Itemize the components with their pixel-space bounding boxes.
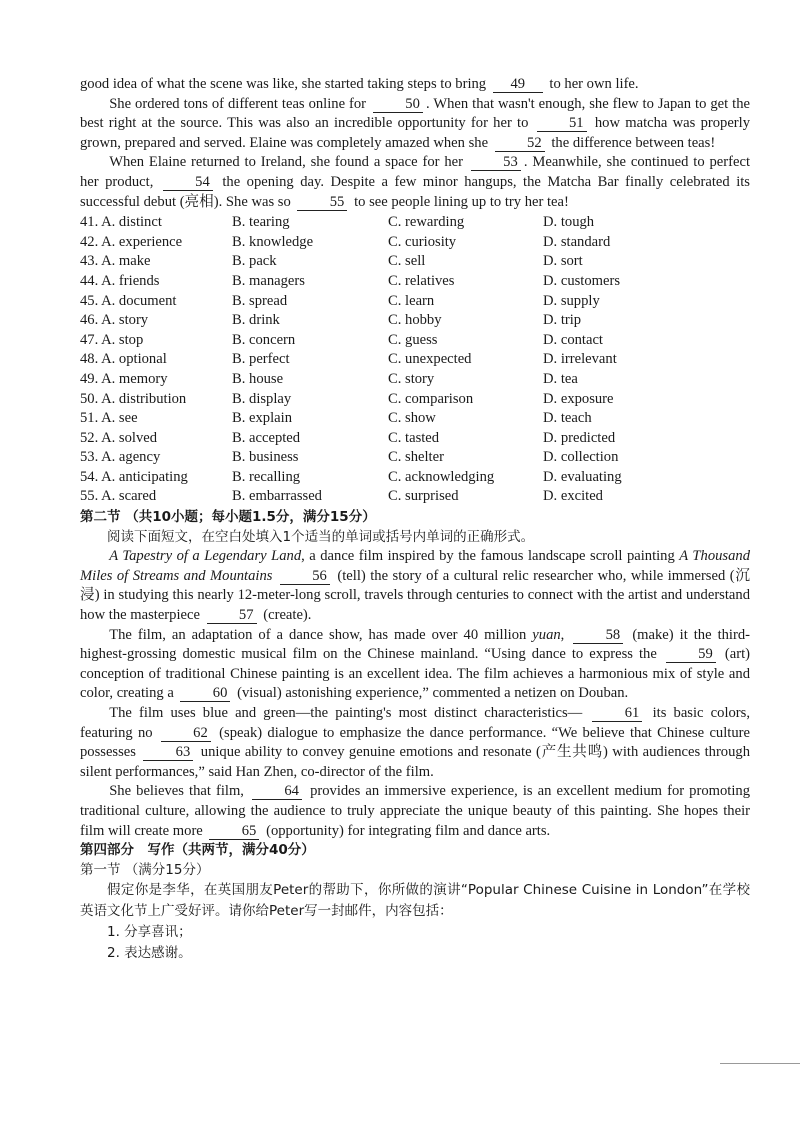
text-run: . When that wasn't enough, she flew to Japan to get the best right at the source. This was also an incredible opportunity for her to <box>80 95 750 132</box>
option-d: D. irrelevant <box>543 351 617 368</box>
option-b: B. recalling <box>232 468 301 485</box>
text-run: The film uses blue and green—the painting's most distinct characteristics— <box>109 705 590 721</box>
option-c: C. surprised <box>388 488 459 505</box>
option-c: C. shelter <box>388 449 444 466</box>
option-c: C. learn <box>388 292 435 309</box>
text-run: (speak) dialogue to emphasize the dance performance. “We believe that Chinese culture possesses <box>80 724 750 761</box>
italic-title: A Tapestry of a Legendary Land <box>109 548 302 565</box>
answer-blank: 58 <box>573 628 623 644</box>
option-d: D. evaluating <box>543 468 622 485</box>
section2-instruction: 阅读下面短文，在空白处填入1个适当的单词或括号内单词的正确形式。 <box>107 528 535 545</box>
writing-prompt: 假定你是李华，在英国朋友Peter的帮助下，你所做的演讲“Popular Chinese Cuisine in London”在学校英语文化节上广受好评。请你给Peter写一封邮件，内容包括： <box>80 882 750 920</box>
text-run: , a dance film inspired by the famous landscape scroll painting <box>301 548 680 565</box>
text-run: unique ability to convey genuine emotions and resonate (产生共鸣) with audiences through silent performances,” said Han Zhen, co-director of the film. <box>80 744 750 780</box>
paragraph <box>80 547 750 625</box>
option-b: B. explain <box>232 410 292 427</box>
option-b: B. display <box>232 390 292 407</box>
text-run: its basic colors, featuring no <box>80 705 750 741</box>
text-run <box>272 568 276 584</box>
option-row <box>80 409 622 429</box>
text-run: (opportunity) for integrating film and dance arts. <box>262 822 551 839</box>
option-c: C. acknowledging <box>388 468 495 485</box>
option-c: C. unexpected <box>388 351 472 368</box>
option-c: C. tasted <box>388 429 440 446</box>
text-run: to see people lining up to try her tea! <box>350 193 569 210</box>
option-b: B. pack <box>232 253 277 270</box>
answer-blank: 65 <box>209 824 259 840</box>
answer-blank: 60 <box>180 686 230 702</box>
cloze-passage <box>80 75 750 212</box>
option-row <box>80 429 622 449</box>
option-a: 41. A. distinct <box>80 214 162 231</box>
paragraph <box>80 95 750 154</box>
option-a: 51. A. see <box>80 410 138 427</box>
answer-blank: 64 <box>252 784 302 800</box>
text-run: She ordered tons of different teas online for <box>109 95 370 112</box>
answer-blank: 56 <box>280 569 330 585</box>
option-row <box>80 252 622 272</box>
text-run: good idea of what the scene was like, she started taking steps to bring <box>80 76 490 92</box>
option-a: 55. A. scared <box>80 488 157 505</box>
option-c: C. sell <box>388 253 426 270</box>
answer-blank: 59 <box>666 647 716 663</box>
option-a: 47. A. stop <box>80 331 144 348</box>
option-c: C. comparison <box>388 390 474 407</box>
option-b: B. tearing <box>232 214 290 231</box>
option-d: D. predicted <box>543 429 616 446</box>
text-run: the opening day. Despite a few minor hangups, the Matcha Bar finally celebrated its successful debut (亮相). She was so <box>80 173 750 210</box>
section2-heading: 第二节 （共10小题；每小题1.5分，满分15分） <box>80 509 376 526</box>
option-a: 53. A. agency <box>80 449 161 466</box>
paragraph <box>80 782 750 841</box>
text-run: (make) it the third-highest-grossing domestic musical film on the Chinese mainland. “Using dance to express the <box>80 626 751 663</box>
option-a: 52. A. solved <box>80 429 158 446</box>
text-run: (art) conception of traditional Chinese painting is an excellent idea. The film achieves a harmonious mix of style and color, creating a <box>80 646 750 702</box>
option-b: B. concern <box>232 331 296 348</box>
text-run: The film, an adaptation of a dance show, has made over 40 million <box>109 626 533 643</box>
answer-blank: 62 <box>161 726 211 742</box>
writing-point-1: 1. 分享喜讯； <box>107 924 192 941</box>
option-d: D. tough <box>543 214 595 231</box>
text-run: how matcha was properly grown, prepared and served. Elaine was completely amazed when she <box>80 115 751 151</box>
answer-blank: 53 <box>471 155 521 171</box>
option-c: C. story <box>388 370 435 387</box>
text-run: the difference between teas! <box>547 134 716 151</box>
paragraph <box>80 704 750 782</box>
option-b: B. knowledge <box>232 233 314 250</box>
option-b: B. perfect <box>232 351 290 368</box>
option-row <box>80 350 622 370</box>
answer-blank: 61 <box>592 706 642 722</box>
option-row <box>80 331 622 351</box>
part4-heading: 第四部分 写作（共两节，满分40分） <box>80 842 315 859</box>
option-row <box>80 233 622 253</box>
answer-blank: 63 <box>143 745 193 761</box>
text-run: provides an immersive experience, is an excellent medium for promoting traditional culture, allowing the audience to truly appreciate the unique beauty of this painting. She hopes their film will create more <box>80 783 750 839</box>
option-a: 46. A. story <box>80 312 149 329</box>
option-c: C. relatives <box>388 272 455 289</box>
option-b: B. drink <box>232 312 280 329</box>
option-d: D. exposure <box>543 390 614 407</box>
option-b: B. managers <box>232 272 305 289</box>
option-a: 49. A. memory <box>80 370 168 387</box>
text-run: , <box>560 626 571 643</box>
option-row <box>80 292 622 312</box>
answer-blank: 55 <box>297 195 347 211</box>
option-row <box>80 370 622 390</box>
option-row <box>80 311 622 331</box>
option-d: D. excited <box>543 488 603 505</box>
option-row <box>80 448 622 468</box>
answer-blank: 54 <box>163 175 213 191</box>
option-row <box>80 487 622 507</box>
option-c: C. guess <box>388 331 438 348</box>
writing-point-2: 2. 表达感谢。 <box>107 945 192 962</box>
option-a: 50. A. distribution <box>80 390 187 407</box>
text-run: She believes that film, <box>109 783 250 800</box>
option-d: D. contact <box>543 331 603 348</box>
text-run: (visual) astonishing experience,” commented a netizen on Douban. <box>233 685 629 702</box>
text-run: to her own life. <box>545 76 639 92</box>
option-d: D. collection <box>543 449 619 466</box>
option-a: 45. A. document <box>80 292 177 309</box>
footer-box-edge <box>720 1063 800 1064</box>
answer-blank: 49 <box>493 77 543 93</box>
option-d: D. trip <box>543 312 582 329</box>
option-d: D. customers <box>543 272 621 289</box>
option-row <box>80 468 622 488</box>
option-b: B. accepted <box>232 429 301 446</box>
text-run: (tell) the story of a cultural relic researcher who, while immersed (沉浸) in studying this nearly 12-meter-long scroll, travels through centuries to connect with the artist and understand how the masterpiece <box>80 567 751 624</box>
option-d: D. standard <box>543 233 611 250</box>
exam-page <box>80 75 750 964</box>
option-a: 54. A. anticipating <box>80 468 188 485</box>
writing-section1-heading: 第一节 （满分15分） <box>80 861 210 878</box>
option-d: D. sort <box>543 253 583 270</box>
option-a: 43. A. make <box>80 253 151 270</box>
option-row <box>80 213 622 233</box>
options-table <box>80 213 622 507</box>
option-d: D. teach <box>543 410 592 427</box>
text-run: When Elaine returned to Ireland, she found a space for her <box>109 154 468 171</box>
option-a: 44. A. friends <box>80 272 160 289</box>
answer-blank: 52 <box>495 136 545 152</box>
italic-title: yuan <box>532 626 561 643</box>
option-row <box>80 272 622 292</box>
option-b: B. embarrassed <box>232 488 322 505</box>
text-run: . Meanwhile, she continued to perfect her product, <box>80 154 751 190</box>
answer-blank: 50 <box>373 97 423 113</box>
option-c: C. curiosity <box>388 233 457 250</box>
answer-blank: 51 <box>537 116 587 132</box>
option-b: B. house <box>232 370 284 387</box>
option-d: D. supply <box>543 292 600 309</box>
paragraph <box>80 626 750 704</box>
paragraph <box>80 153 750 212</box>
option-c: C. hobby <box>388 312 442 329</box>
option-c: C. show <box>388 410 436 427</box>
text-run: (create). <box>259 607 312 624</box>
option-row <box>80 390 622 410</box>
option-b: B. spread <box>232 292 288 309</box>
answer-blank: 57 <box>207 608 257 624</box>
grammar-fill-passage <box>80 547 750 841</box>
option-c: C. rewarding <box>388 214 465 231</box>
option-d: D. tea <box>543 370 578 387</box>
option-a: 48. A. optional <box>80 351 167 368</box>
option-b: B. business <box>232 449 299 466</box>
paragraph <box>80 75 750 95</box>
italic-title: A Thousand Miles of Streams and Mountains <box>80 548 750 584</box>
option-a: 42. A. experience <box>80 233 183 250</box>
